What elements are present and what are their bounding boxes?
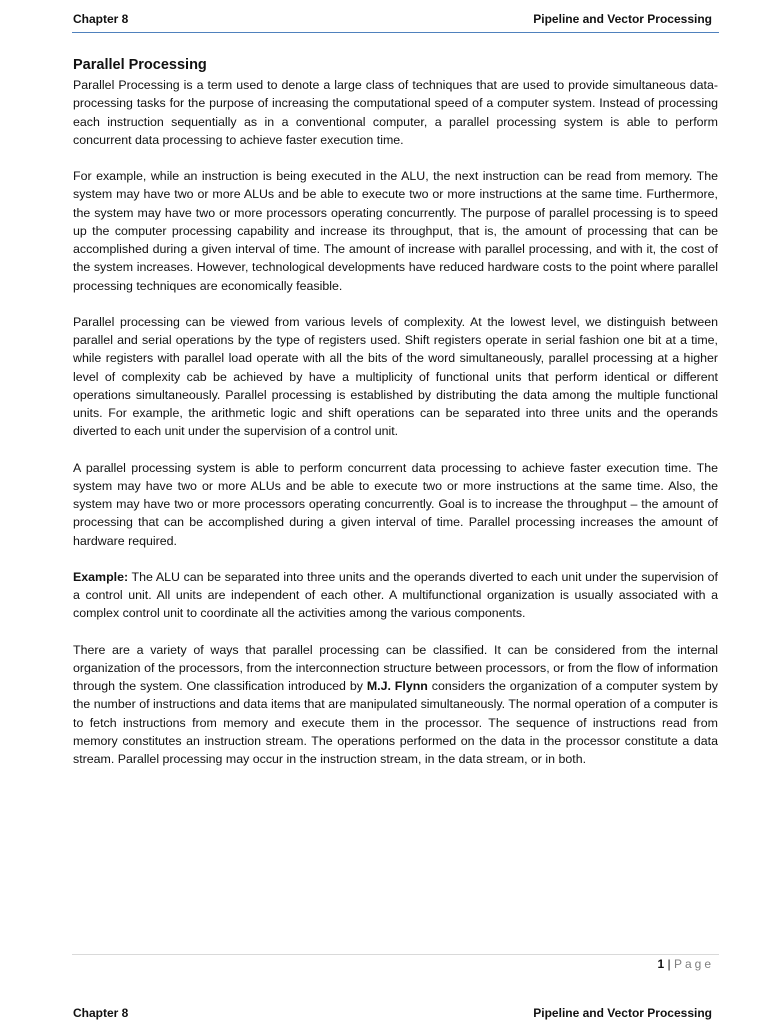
paragraph-4: A parallel processing system is able to perform concurrent data processing to achieve faster execution time. The system may have two or more ALUs and be able to execute two or more instructions at the same time. Also, the system may have two or more processors operating concurrently. Goal is to increase the throughput – the amount of processing that can be accomplished during a given interval of time. Parallel processing increases the amount of hardware required. (73, 460, 718, 548)
footer-divider (72, 954, 719, 955)
header-divider (72, 32, 719, 33)
page-number (657, 957, 714, 971)
page-number-separator: | (664, 957, 674, 971)
example-text: The ALU can be separated into three units and the operands diverted to each unit under the supervision of a control unit. All units are independent of each other. A multifunctional organization is usually associated with a complex control unit to coordinate all the activities among the various components. (73, 569, 718, 621)
section-title: Parallel Processing (73, 57, 207, 73)
paragraph-6-rest: considers the organization of a computer system by the number of instructions and data items that are manipulated simultaneously. The normal operation of a computer is to fetch instructions from memory and execute them in the processor. The sequence of instructions read from memory constitutes an instruction stream. The operations performed on the data in the processor constitute a data stream. Parallel processing may occur in the instruction stream, in the data stream, or in both. (73, 679, 718, 766)
next-page-header (73, 1006, 718, 1022)
example-label: Example: (73, 569, 129, 584)
page-header (73, 12, 718, 28)
paragraph-3: Parallel processing can be viewed from various levels of complexity. At the lowest level, we distinguish between parallel and serial operations by the type of registers used. Shift registers operate in serial fashion one bit at a time, while registers with parallel load operate with all the bits of the word simultaneously, parallel processing at a higher level of complexity cab be achieved by have a multiplicity of functional units that perform identical or different operations simultaneously. Parallel processing is established by distributing the data among the multiple functional units. For example, the arithmetic logic and shift operations can be separated into three units and the operands diverted to each unit under the supervision of a control unit. (73, 314, 718, 439)
chapter-topic: Pipeline and Vector Processing (533, 12, 712, 26)
paragraph-1: Parallel Processing is a term used to denote a large class of techniques that are used to provide simultaneous data-processing tasks for the purpose of increasing the computational speed of a computer system. Instead of processing each instruction sequentially as in a conventional computer, a parallel processing system is able to perform concurrent data processing to achieve faster execution time. (73, 78, 718, 147)
next-chapter-label: Chapter 8 (73, 1006, 129, 1020)
paragraph-2: For example, while an instruction is being executed in the ALU, the next instruction can be read from memory. The system may have two or more ALUs and be able to execute two or more instructions at the same time. Furthermore, the system may have two or more processors operating concurrently. The purpose of parallel processing is to speed up the computer processing capability and increase its throughput, that is, the amount of processing that can be accomplished during a given interval of time. The amount of increase with parallel processing, and with it, the cost of the system increases. However, technological developments have reduced hardware costs to the point where parallel processing techniques are economically feasible. (73, 169, 718, 293)
paragraph-5 (73, 568, 718, 623)
paragraph-6-intro: There are a variety of ways that parallel processing can be classified. It can be considered from the internal organization of the processors, from the interconnection structure between processors, or from the flow of information through the system. One classification introduced by (73, 642, 718, 693)
document-body (73, 56, 718, 786)
page-number-label: Page (673, 957, 714, 971)
page-number-value: 1 (657, 957, 665, 971)
flynn-name: M.J. Flynn (366, 679, 428, 693)
chapter-label: Chapter 8 (73, 12, 129, 26)
next-chapter-topic: Pipeline and Vector Processing (533, 1006, 712, 1020)
paragraph-6 (73, 641, 718, 769)
